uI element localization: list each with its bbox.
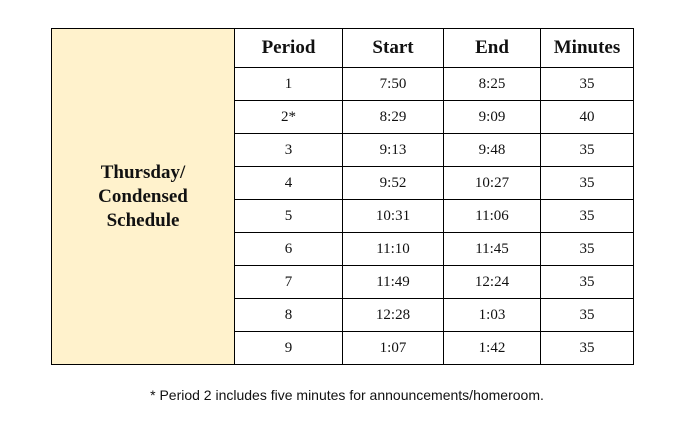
cell-period: 3 <box>235 134 343 167</box>
schedule-table <box>51 28 634 365</box>
cell-start: 7:50 <box>343 68 444 101</box>
column-header-minutes: Minutes <box>541 29 634 68</box>
cell-end: 1:42 <box>444 332 541 365</box>
cell-end: 11:06 <box>444 200 541 233</box>
cell-start: 1:07 <box>343 332 444 365</box>
cell-minutes: 35 <box>541 167 634 200</box>
cell-period: 1 <box>235 68 343 101</box>
schedule-label <box>52 29 235 365</box>
cell-start: 10:31 <box>343 200 444 233</box>
cell-start: 11:10 <box>343 233 444 266</box>
cell-end: 9:48 <box>444 134 541 167</box>
cell-start: 9:52 <box>343 167 444 200</box>
cell-end: 1:03 <box>444 299 541 332</box>
cell-start: 12:28 <box>343 299 444 332</box>
schedule-label-line: Thursday/ <box>100 161 186 183</box>
cell-start: 11:49 <box>343 266 444 299</box>
header-row <box>52 29 634 68</box>
column-header-end: End <box>444 29 541 68</box>
cell-period: 7 <box>235 266 343 299</box>
cell-start: 9:13 <box>343 134 444 167</box>
cell-minutes: 35 <box>541 200 634 233</box>
column-header-start: Start <box>343 29 444 68</box>
cell-period: 5 <box>235 200 343 233</box>
column-header-period: Period <box>235 29 343 68</box>
cell-minutes: 35 <box>541 299 634 332</box>
cell-period: 9 <box>235 332 343 365</box>
cell-minutes: 40 <box>541 101 634 134</box>
cell-minutes: 35 <box>541 266 634 299</box>
cell-end: 12:24 <box>444 266 541 299</box>
cell-period: 6 <box>235 233 343 266</box>
schedule-label-line: Schedule <box>106 209 180 231</box>
cell-start: 8:29 <box>343 101 444 134</box>
cell-end: 11:45 <box>444 233 541 266</box>
footnote: * Period 2 includes five minutes for announcements/homeroom. <box>150 387 544 403</box>
cell-minutes: 35 <box>541 233 634 266</box>
cell-end: 8:25 <box>444 68 541 101</box>
cell-minutes: 35 <box>541 332 634 365</box>
cell-minutes: 35 <box>541 68 634 101</box>
cell-period: 2* <box>235 101 343 134</box>
cell-period: 8 <box>235 299 343 332</box>
schedule-label-line: Condensed <box>98 185 188 207</box>
cell-end: 10:27 <box>444 167 541 200</box>
cell-end: 9:09 <box>444 101 541 134</box>
cell-minutes: 35 <box>541 134 634 167</box>
cell-period: 4 <box>235 167 343 200</box>
